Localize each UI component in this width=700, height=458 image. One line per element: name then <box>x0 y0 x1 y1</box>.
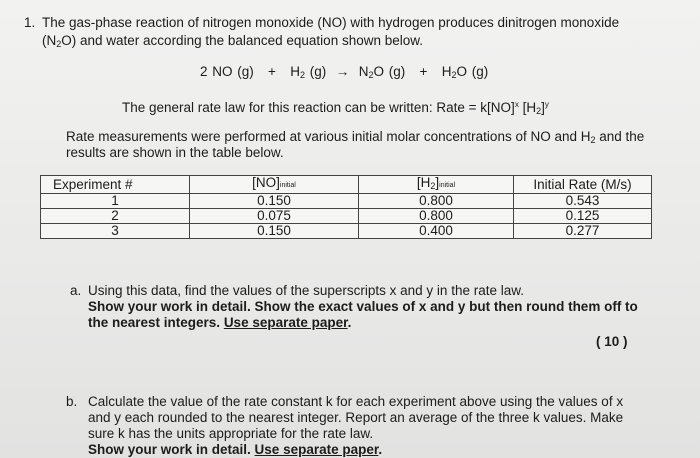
header-rate: Initial Rate (M/s) <box>514 176 652 194</box>
cell-exp: 1 <box>41 194 190 209</box>
cell-no: 0.150 <box>190 224 359 239</box>
header-h2: $[H_2]initial$ <box>359 176 514 194</box>
table-row <box>41 194 652 209</box>
part-b-label: b. <box>66 394 78 409</box>
rate-data-table <box>40 175 652 239</box>
table-header-row <box>41 176 652 194</box>
part-b-line-3: sure k has the units appropriate for the rate law. <box>88 426 374 441</box>
cell-h2: 0.400 <box>359 224 514 239</box>
balanced-equation: 2 NO (g) + $H_2$ $(g) \to N_2O$ (g) + $H_2O$ (g) <box>200 64 489 80</box>
cell-no: 0.150 <box>190 194 359 209</box>
cell-h2: 0.800 <box>359 209 514 224</box>
cell-rate: 0.125 <box>514 209 652 224</box>
cell-h2: 0.800 <box>359 194 514 209</box>
intro-line-1: The gas-phase reaction of nitrogen monoxide (NO) with hydrogen produces dinitrogen monoxide <box>42 15 620 30</box>
part-a-line-1: Using this data, find the values of the superscripts x and y in the rate law. <box>88 283 524 298</box>
cell-no: 0.075 <box>190 209 359 224</box>
table-row <box>41 224 652 239</box>
intro-line-2: $(N_2O)$ and water according the balanced equation shown below. <box>42 33 424 49</box>
part-b-line-2: and y each rounded to the nearest integer. Report an average of the three k values. Make <box>88 410 624 425</box>
header-no: [NO]initial <box>190 176 359 194</box>
part-a-points: ( 10 ) <box>596 334 628 349</box>
question-number: 1. <box>24 15 36 30</box>
header-experiment: Experiment # <box>41 176 190 194</box>
measure-line-2: results are shown in the table below. <box>66 145 284 160</box>
cell-rate: 0.277 <box>514 224 652 239</box>
part-b-line-4: Show your work in detail. Use separate paper. <box>88 442 383 457</box>
part-a-line-3: the nearest integers. Use separate paper. <box>88 315 352 330</box>
rate-law: The general rate law for this reaction can be written: Rate = k[NO]$^x$ $[H_2]^y$ <box>122 100 549 116</box>
table-row <box>41 209 652 224</box>
cell-exp: 3 <box>41 224 190 239</box>
cell-exp: 2 <box>41 209 190 224</box>
cell-rate: 0.543 <box>514 194 652 209</box>
part-b-line-1: Calculate the value of the rate constant k for each experiment above using the values of x <box>88 394 624 409</box>
measure-line-1: Rate measurements were performed at various initial molar concentrations of NO and $H_2$ and the <box>66 129 645 145</box>
part-a-label: a. <box>70 283 82 298</box>
part-a-line-2: Show your work in detail. Show the exact values of x and y but then round them off to <box>88 299 638 314</box>
